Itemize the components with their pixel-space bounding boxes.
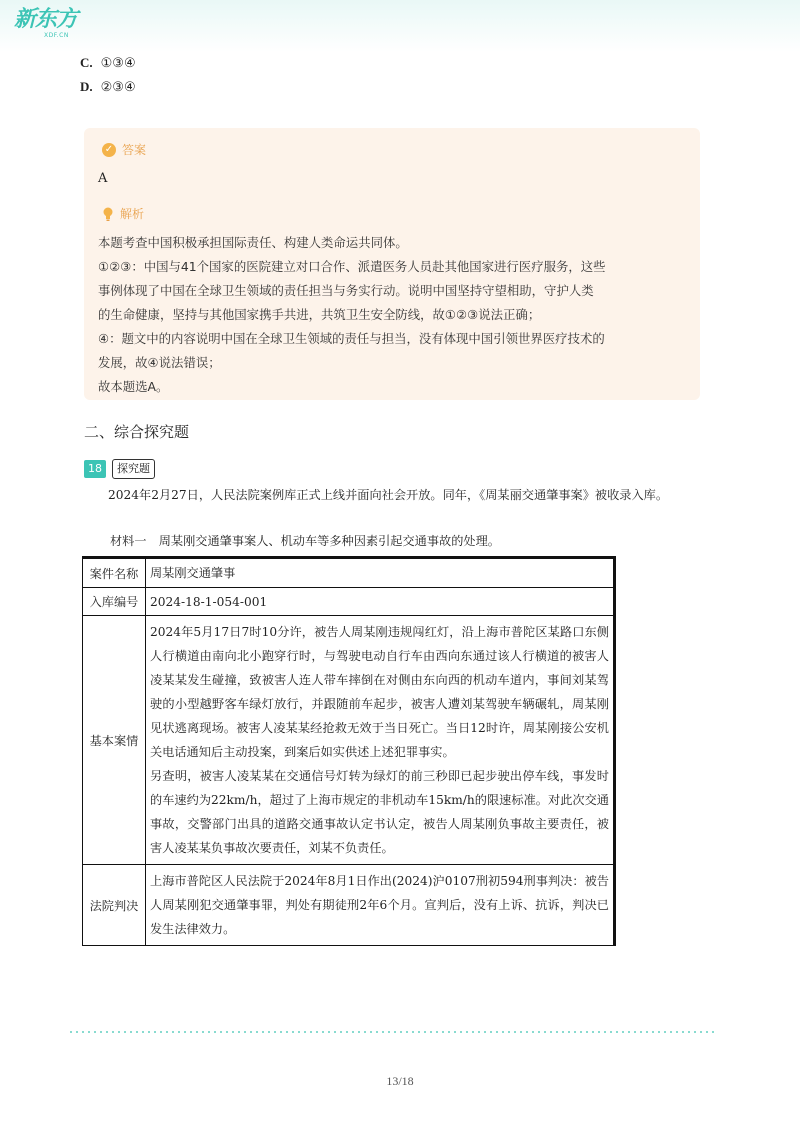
case-paragraph: 另查明，被害人凌某某在交通信号灯转为绿灯的前三秒即已起步驶出停车线，事发时的车速约为22km/h，超过了上海市规定的非机动车15km/h的限速标准。对此次交通事故，交警部门出具的道路交通事故认定书认定，被告人周某刚负事故主要责任，被害人凌某某负事故次要责任，刘某不负责任。 xyxy=(150,769,609,855)
table-value: 周某刚交通肇事 xyxy=(146,558,615,588)
analysis-line: 本题考查中国积极承担国际责任、构建人类命运共同体。 xyxy=(98,235,408,250)
table-row xyxy=(83,616,615,865)
page-header xyxy=(0,0,800,52)
analysis-line: 故本题选A。 xyxy=(98,379,169,394)
table-key: 入库编号 xyxy=(83,588,146,616)
case-paragraph: 2024年5月17日7时10分许，被告人周某刚违规闯红灯，沿上海市普陀区某路口东侧人行横道由南向北小跑穿行时，与驾驶电动自行车由西向东通过该人行横道的被害人凌某某发生碰撞，致被害人连人带车摔倒在对侧由东向西的机动车道内，事间刘某驾驶的小型越野客车绿灯放行，并跟随前车起步，被害人遭刘某驾驶车辆碾轧，周某刚见状逃离现场。被害人凌某某经抢救无效于当日死亡。当日12时许，周某刚接公安机关电话通知后主动投案，到案后如实供述上述犯罪事实。 xyxy=(150,625,609,759)
answer-tag xyxy=(102,141,146,158)
case-table xyxy=(82,556,616,946)
analysis-label: 解析 xyxy=(120,207,145,221)
option-c xyxy=(80,54,136,73)
option-text: ②③④ xyxy=(100,80,136,95)
table-key: 法院判决 xyxy=(83,865,146,946)
option-d xyxy=(80,78,136,97)
table-key: 案件名称 xyxy=(83,558,146,588)
option-letter: C. xyxy=(80,55,93,70)
answer-label: 答案 xyxy=(122,143,147,157)
table-value: 上海市普陀区人民法院于2024年8月1日作出(2024)沪0107刑初594刑事判决：被告人周某刚犯交通肇事罪，判处有期徒刑2年6个月。宣判后，没有上诉、抗诉，判决已发生法律效力。 xyxy=(146,865,615,946)
analysis-line: 的生命健康，坚持与其他国家携手共进，共筑卫生安全防线，故①②③说法正确； xyxy=(98,307,541,322)
question-type-badge: 探究题 xyxy=(112,459,155,479)
page-number: 13/18 xyxy=(386,1074,414,1088)
analysis-line: ①②③：中国与41个国家的医院建立对口合作、派遣医务人员赴其他国家进行医疗服务，这些 xyxy=(98,259,606,274)
option-text: ①③④ xyxy=(100,56,136,71)
table-row xyxy=(83,558,615,588)
option-letter: D. xyxy=(80,79,93,94)
question-number: 18 xyxy=(84,460,106,478)
table-row xyxy=(83,865,615,946)
question-intro: 2024年2月27日，人民法院案例库正式上线并面向社会开放。同年，《周某丽交通肇事案》被收录入库。 xyxy=(108,488,669,502)
analysis-line: 事例体现了中国在全球卫生领域的责任担当与务实行动。说明中国坚持守望相助，守护人类 xyxy=(98,283,594,298)
section-title: 二、综合探究题 xyxy=(84,423,190,441)
dotted-divider xyxy=(68,1031,714,1033)
xdf-logo xyxy=(14,8,84,44)
logo-text: 新东方 xyxy=(14,7,78,32)
analysis-line: 发展，故④说法错误； xyxy=(98,355,221,370)
table-value: 2024-18-1-054-001 xyxy=(146,588,615,616)
table-key: 基本案情 xyxy=(83,616,146,865)
analysis-tag xyxy=(102,205,144,222)
table-row xyxy=(83,588,615,616)
answer-value: A xyxy=(98,171,108,186)
logo-subtext: XDF.CN xyxy=(44,32,69,39)
lightbulb-icon xyxy=(102,207,114,221)
answer-box xyxy=(84,128,700,400)
material-title: 材料一 周某刚交通肇事案人、机动车等多种因素引起交通事故的处理。 xyxy=(110,534,500,548)
check-icon: ✓ xyxy=(102,143,116,157)
table-value-cell xyxy=(146,616,615,865)
analysis-line: ④：题文中的内容说明中国在全球卫生领域的责任与担当，没有体现中国引领世界医疗技术的 xyxy=(98,331,605,346)
analysis-text xyxy=(98,231,688,399)
